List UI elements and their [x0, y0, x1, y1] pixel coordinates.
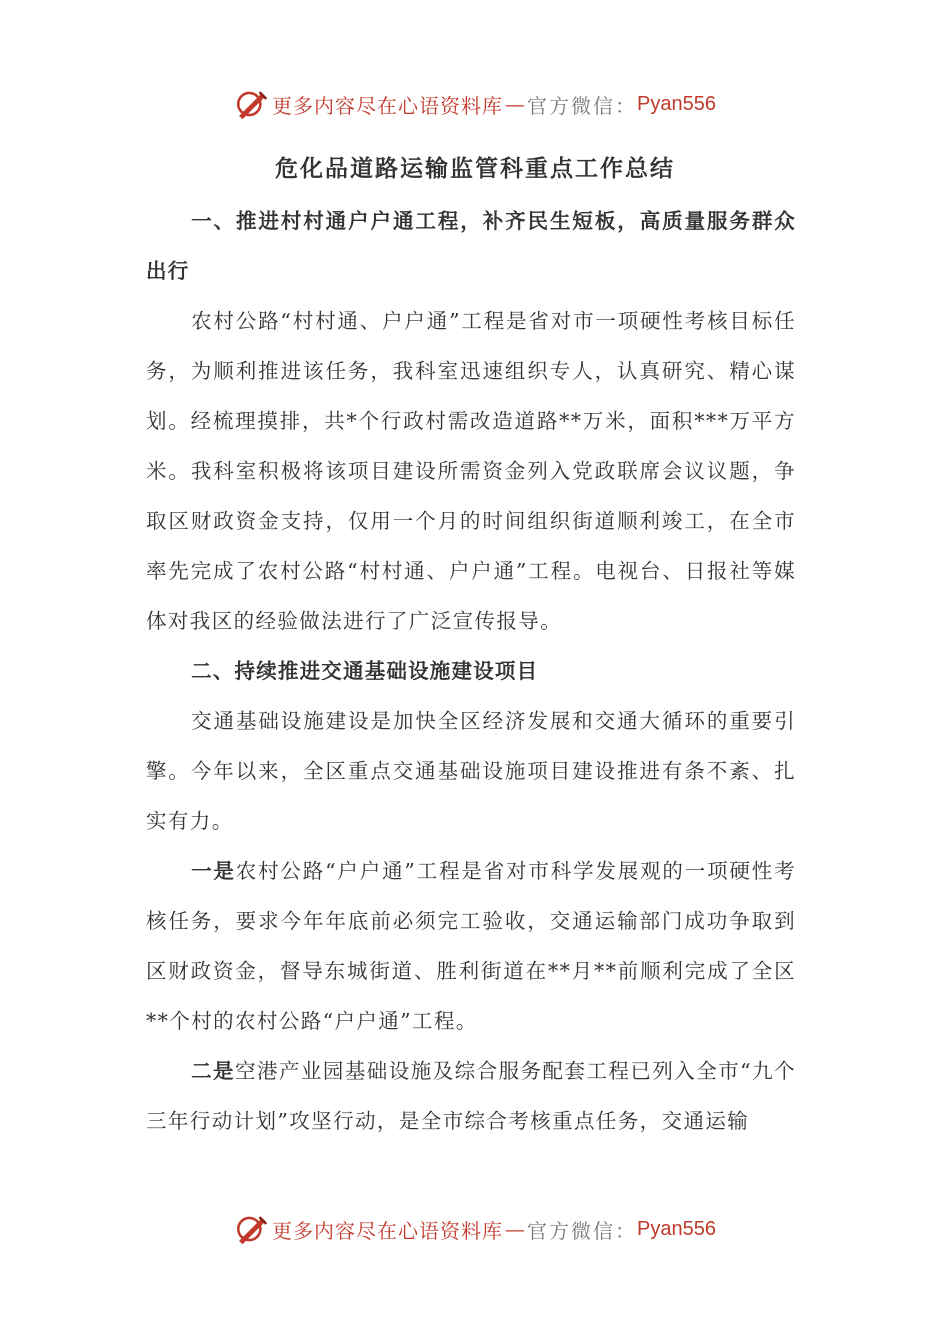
item1-paragraph	[146, 846, 796, 1046]
section2-heading: 二、持续推进交通基础设施建设项目	[191, 659, 539, 683]
banner-main-text: 更多内容尽在心语资料库	[272, 1218, 504, 1243]
header-banner	[0, 84, 950, 124]
document-title: 危化品道路运输监管科重点工作总结	[275, 156, 675, 182]
item2-lead: 二是	[191, 1059, 236, 1083]
banner-wechat-id: Pyan556	[637, 1217, 716, 1240]
footer-banner	[0, 1209, 950, 1249]
banner-dash: —	[505, 1217, 526, 1241]
section2-paragraph: 交通基础设施建设是加快全区经济发展和交通大循环的重要引擎。今年以来，全区重点交通基础设施项目建设推进有条不紊、扎实有力。	[146, 709, 796, 833]
banner-main-text: 更多内容尽在心语资料库	[272, 93, 504, 118]
pen-logo-icon	[234, 87, 268, 121]
pen-logo-icon	[234, 1212, 268, 1246]
item2-text: 空港产业园基础设施及综合服务配套工程已列入全市“九个三年行动计划”攻坚行动，是全市综合考核重点任务，交通运输	[146, 1059, 796, 1133]
item1-text: 农村公路“户户通”工程是省对市科学发展观的一项硬性考核任务，要求今年年底前必须完工验收，交通运输部门成功争取到区财政资金，督导东城街道、胜利街道在**月**前顺利完成了全区**个村的农村公路“户户通”工程。	[146, 859, 796, 1033]
banner-dash: —	[505, 92, 526, 116]
banner-label: 官方微信：	[527, 1218, 638, 1243]
banner-wechat-id: Pyan556	[637, 92, 716, 115]
section1-paragraph: 农村公路“村村通、户户通”工程是省对市一项硬性考核目标任务，为顺利推进该任务，我科室迅速组织专人，认真研究、精心谋划。经梳理摸排，共*个行政村需改造道路**万米，面积***万平方米。我科室积极将该项目建设所需资金列入党政联席会议议题，争取区财政资金支持，仅用一个月的时间组织街道顺利竣工，在全市率先完成了农村公路“村村通、户户通”工程。电视台、日报社等媒体对我区的经验做法进行了广泛宣传报导。	[146, 309, 796, 633]
document-body	[146, 196, 796, 1146]
item2-paragraph	[146, 1046, 796, 1146]
item1-lead: 一是	[191, 859, 236, 883]
banner-label: 官方微信：	[527, 93, 638, 118]
section1-heading: 一、推进村村通户户通工程，补齐民生短板，高质量服务群众出行	[146, 209, 796, 283]
